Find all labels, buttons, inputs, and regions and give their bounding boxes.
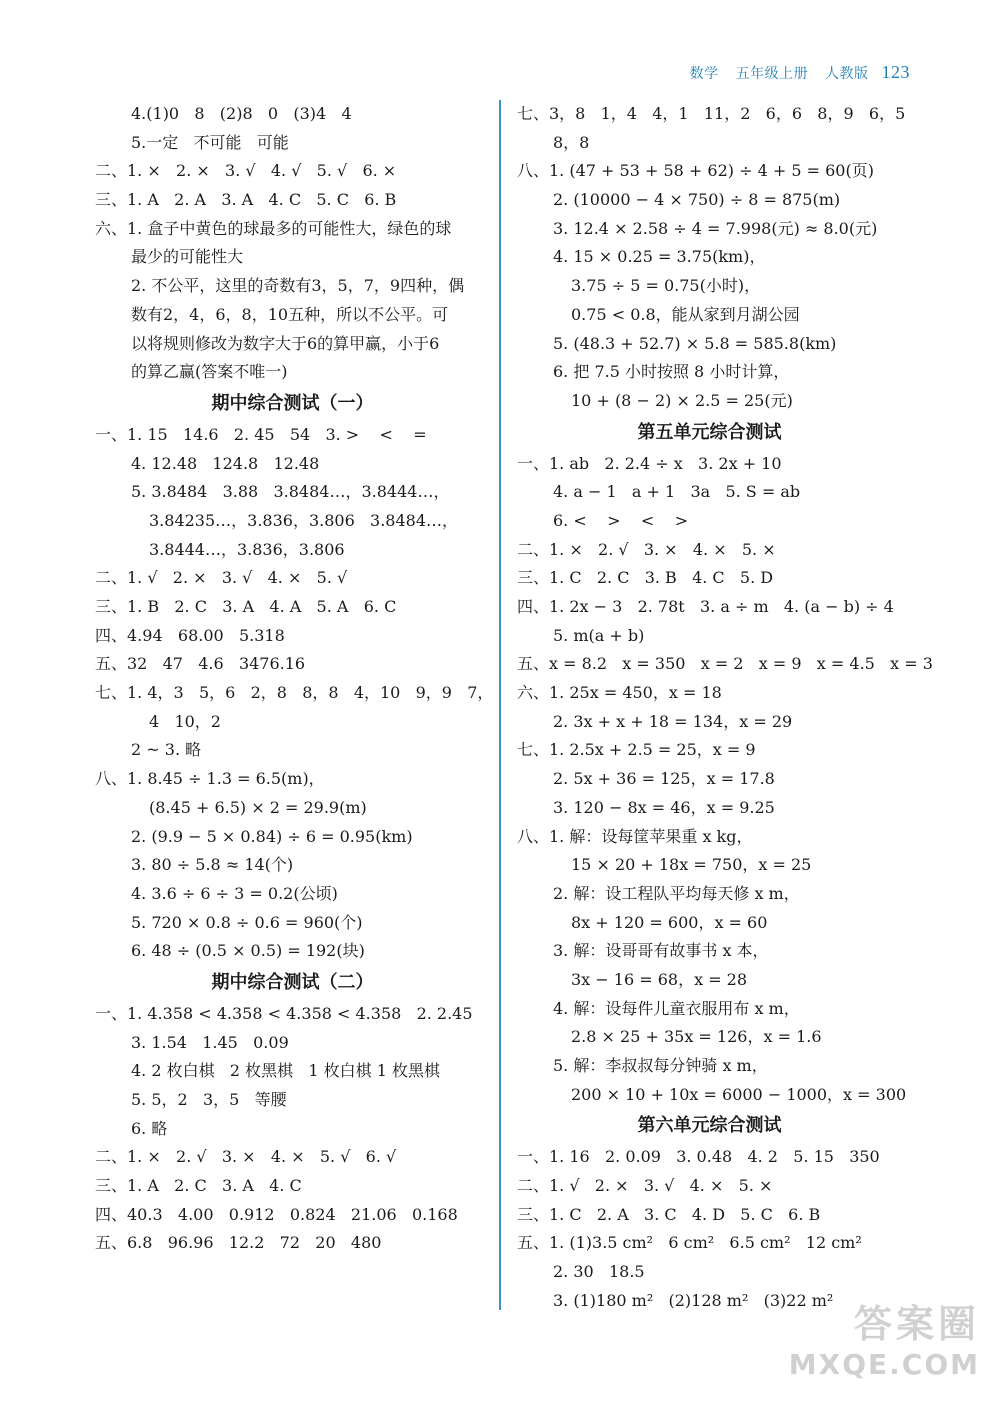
answer-line: 二、1. × 2. √ 3. × 4. × 5. √ 6. √ bbox=[95, 1147, 397, 1167]
answer-line: 七、1. 2.5x + 2.5 = 25，x = 9 bbox=[517, 740, 756, 760]
answer-line: 5. m(a + b) bbox=[553, 625, 645, 645]
answer-line: 6. 把 7.5 小时按照 8 小时计算， bbox=[553, 362, 790, 382]
answer-line: 5.一定 不可能 可能 bbox=[131, 132, 289, 152]
answer-line: 4. 15 × 0.25 = 3.75(km)， bbox=[553, 247, 766, 267]
answer-line: 八、1. 解：设每筐苹果重 x kg， bbox=[517, 826, 753, 846]
answer-line: 3. 1.54 1.45 0.09 bbox=[131, 1032, 289, 1052]
column-divider bbox=[499, 100, 501, 1310]
answer-line: 四、4.94 68.00 5.318 bbox=[95, 625, 285, 645]
answer-line: 3. 解：设哥哥有故事书 x 本， bbox=[553, 941, 769, 961]
answer-line: 3. 80 ÷ 5.8 ≈ 14(个) bbox=[131, 855, 294, 875]
section-title: 第六单元综合测试 bbox=[637, 1115, 782, 1137]
answer-line: 数有2，4，6，8，10五种，所以不公平。可 bbox=[131, 304, 449, 324]
answer-line: 七、3，8 1，4 4，1 11，2 6，6 8，9 6，5 bbox=[517, 104, 906, 123]
header-subject: 数学 bbox=[689, 66, 719, 82]
answer-line: 3x − 16 = 68，x = 28 bbox=[571, 969, 748, 989]
answer-line: 5. 解：李叔叔每分钟骑 x m， bbox=[553, 1056, 768, 1075]
answer-line: 最少的可能性大 bbox=[131, 247, 244, 267]
answer-line: 2 ~ 3. 略 bbox=[131, 740, 202, 760]
answer-line: 七、1. 4，3 5，6 2，8 8，8 4，10 9，9 7， bbox=[95, 683, 494, 703]
answer-line: 3.84235…，3.836，3.806 3.8484…， bbox=[149, 510, 459, 530]
answer-line: 3. 120 − 8x = 46，x = 9.25 bbox=[553, 797, 775, 817]
answer-line: 以将规则修改为数字大于6的算甲赢，小于6 bbox=[131, 333, 440, 353]
answer-line: 八、1. (47 + 53 + 58 + 62) ÷ 4 + 5 = 60(页) bbox=[517, 161, 874, 181]
answer-line: 6. 略 bbox=[131, 1118, 168, 1138]
answer-line: 六、1. 25x = 450，x = 18 bbox=[517, 683, 722, 703]
answer-line: 8，8 bbox=[553, 132, 590, 152]
answer-line: 2. 3x + x + 18 = 134，x = 29 bbox=[553, 711, 793, 731]
answer-line: 一、1. ab 2. 2.4 ÷ x 3. 2x + 10 bbox=[517, 453, 782, 473]
answer-line: 3. 12.4 × 2.58 ÷ 4 = 7.998(元) ≈ 8.0(元) bbox=[553, 218, 878, 238]
answer-line: 的算乙赢(答案不唯一) bbox=[131, 362, 288, 382]
answer-line: 五、1. (1)3.5 cm² 6 cm² 6.5 cm² 12 cm² bbox=[517, 1233, 862, 1253]
answer-line: 一、1. 16 2. 0.09 3. 0.48 4. 2 5. 15 350 bbox=[517, 1147, 880, 1167]
answer-line: 5. 720 × 0.8 ÷ 0.6 = 960(个) bbox=[131, 912, 363, 932]
answer-line: 2.8 × 25 + 35x = 126，x = 1.6 bbox=[571, 1027, 822, 1047]
header-grade: 五年级上册 bbox=[735, 66, 809, 82]
answer-line: 5. 3.8484 3.88 3.8484…，3.8444…， bbox=[131, 482, 450, 502]
answer-line: 3.75 ÷ 5 = 0.75(小时)， bbox=[571, 276, 761, 296]
answer-line: 4. 3.6 ÷ 6 ÷ 3 = 0.2(公顷) bbox=[131, 883, 338, 903]
answer-line: (8.45 + 6.5) × 2 = 29.9(m) bbox=[149, 797, 367, 817]
answer-line: 2. (10000 − 4 × 750) ÷ 8 = 875(m) bbox=[553, 190, 841, 210]
answer-line: 2. 解：设工程队平均每天修 x m， bbox=[553, 883, 800, 903]
answer-line: 6. 48 ÷ (0.5 × 0.5) = 192(块) bbox=[131, 941, 365, 961]
answer-line: 0.75 < 0.8，能从家到月湖公园 bbox=[571, 304, 800, 324]
answer-line: 四、40.3 4.00 0.912 0.824 21.06 0.168 bbox=[95, 1204, 458, 1224]
answer-line: 3. (1)180 m² (2)128 m² (3)22 m² bbox=[553, 1290, 834, 1310]
section-title: 期中综合测试（二） bbox=[211, 971, 374, 993]
answer-line: 三、1. A 2. A 3. A 4. C 5. C 6. B bbox=[95, 190, 397, 210]
answer-line: 5. (48.3 + 52.7) × 5.8 = 585.8(km) bbox=[553, 333, 837, 353]
answer-line: 4.(1)0 8 (2)8 0 (3)4 4 bbox=[131, 104, 352, 123]
answer-line: 二、1. √ 2. × 3. √ 4. × 5. × bbox=[517, 1176, 773, 1196]
answer-line: 4. 12.48 124.8 12.48 bbox=[131, 453, 320, 473]
answer-line: 2. 5x + 36 = 125，x = 17.8 bbox=[553, 769, 775, 789]
answer-line: 4. 2 枚白棋 2 枚黑棋 1 枚白棋 1 枚黑棋 bbox=[131, 1061, 441, 1081]
section-title: 第五单元综合测试 bbox=[637, 421, 782, 443]
answer-line: 2. 不公平，这里的奇数有3，5，7，9四种，偶 bbox=[131, 276, 465, 296]
answer-line: 5. 5，2 3，5 等腰 bbox=[131, 1090, 287, 1109]
answer-line: 8x + 120 = 600，x = 60 bbox=[571, 912, 768, 932]
answer-line: 三、1. C 2. A 3. C 4. D 5. C 6. B bbox=[517, 1204, 821, 1224]
answer-line: 五、x = 8.2 x = 350 x = 2 x = 9 x = 4.5 x = 3 bbox=[517, 654, 933, 674]
answer-line: 三、1. A 2. C 3. A 4. C bbox=[95, 1176, 302, 1196]
answer-line: 五、6.8 96.96 12.2 72 20 480 bbox=[95, 1233, 382, 1253]
watermark-url: MXQE.COM bbox=[788, 1348, 980, 1381]
answer-line: 10 + (8 − 2) × 2.5 = 25(元) bbox=[571, 390, 793, 410]
answer-line: 六、1. 盒子中黄色的球最多的可能性大，绿色的球 bbox=[95, 218, 452, 238]
answer-line: 200 × 10 + 10x = 6000 − 1000，x = 300 bbox=[571, 1084, 907, 1104]
answer-line: 4. 解：设每件儿童衣服用布 x m， bbox=[553, 998, 800, 1018]
answer-line: 二、1. √ 2. × 3. √ 4. × 5. √ bbox=[95, 568, 348, 588]
answer-line: 四、1. 2x − 3 2. 78t 3. a ÷ m 4. (a − b) ÷ 4 bbox=[517, 597, 894, 616]
answer-line: 15 × 20 + 18x = 750，x = 25 bbox=[571, 855, 812, 875]
header-edition: 人教版 bbox=[825, 66, 869, 82]
watermark-logo-text: 答案圈 bbox=[853, 1302, 980, 1346]
answer-line: 4. a − 1 a + 1 3a 5. S = ab bbox=[553, 482, 801, 502]
answer-line: 一、1. 4.358 < 4.358 < 4.358 < 4.358 2. 2.45 bbox=[95, 1003, 473, 1023]
answer-line: 二、1. × 2. × 3. √ 4. √ 5. √ 6. × bbox=[95, 161, 397, 181]
right-column bbox=[517, 100, 933, 1316]
watermark bbox=[789, 1293, 980, 1381]
answer-line: 一、1. 15 14.6 2. 45 54 3. > < = bbox=[95, 424, 427, 444]
answer-line: 三、1. B 2. C 3. A 4. A 5. A 6. C bbox=[95, 597, 397, 616]
page-header bbox=[678, 62, 910, 83]
answer-line: 2. (9.9 − 5 × 0.84) ÷ 6 = 0.95(km) bbox=[131, 826, 413, 846]
answer-line: 6. < > < > bbox=[553, 510, 689, 530]
left-column bbox=[95, 100, 494, 1258]
answer-line: 三、1. C 2. C 3. B 4. C 5. D bbox=[517, 568, 774, 588]
answer-line: 4 10，2 bbox=[149, 711, 221, 731]
answer-line: 二、1. × 2. √ 3. × 4. × 5. × bbox=[517, 539, 776, 559]
answer-line: 五、32 47 4.6 3476.16 bbox=[95, 654, 306, 674]
answer-line: 2. 30 18.5 bbox=[553, 1262, 645, 1282]
answer-line: 3.8444…，3.836，3.806 bbox=[149, 539, 345, 559]
page-number: 123 bbox=[881, 62, 910, 82]
answer-line: 八、1. 8.45 ÷ 1.3 = 6.5(m)， bbox=[95, 769, 325, 789]
section-title: 期中综合测试（一） bbox=[211, 392, 374, 414]
